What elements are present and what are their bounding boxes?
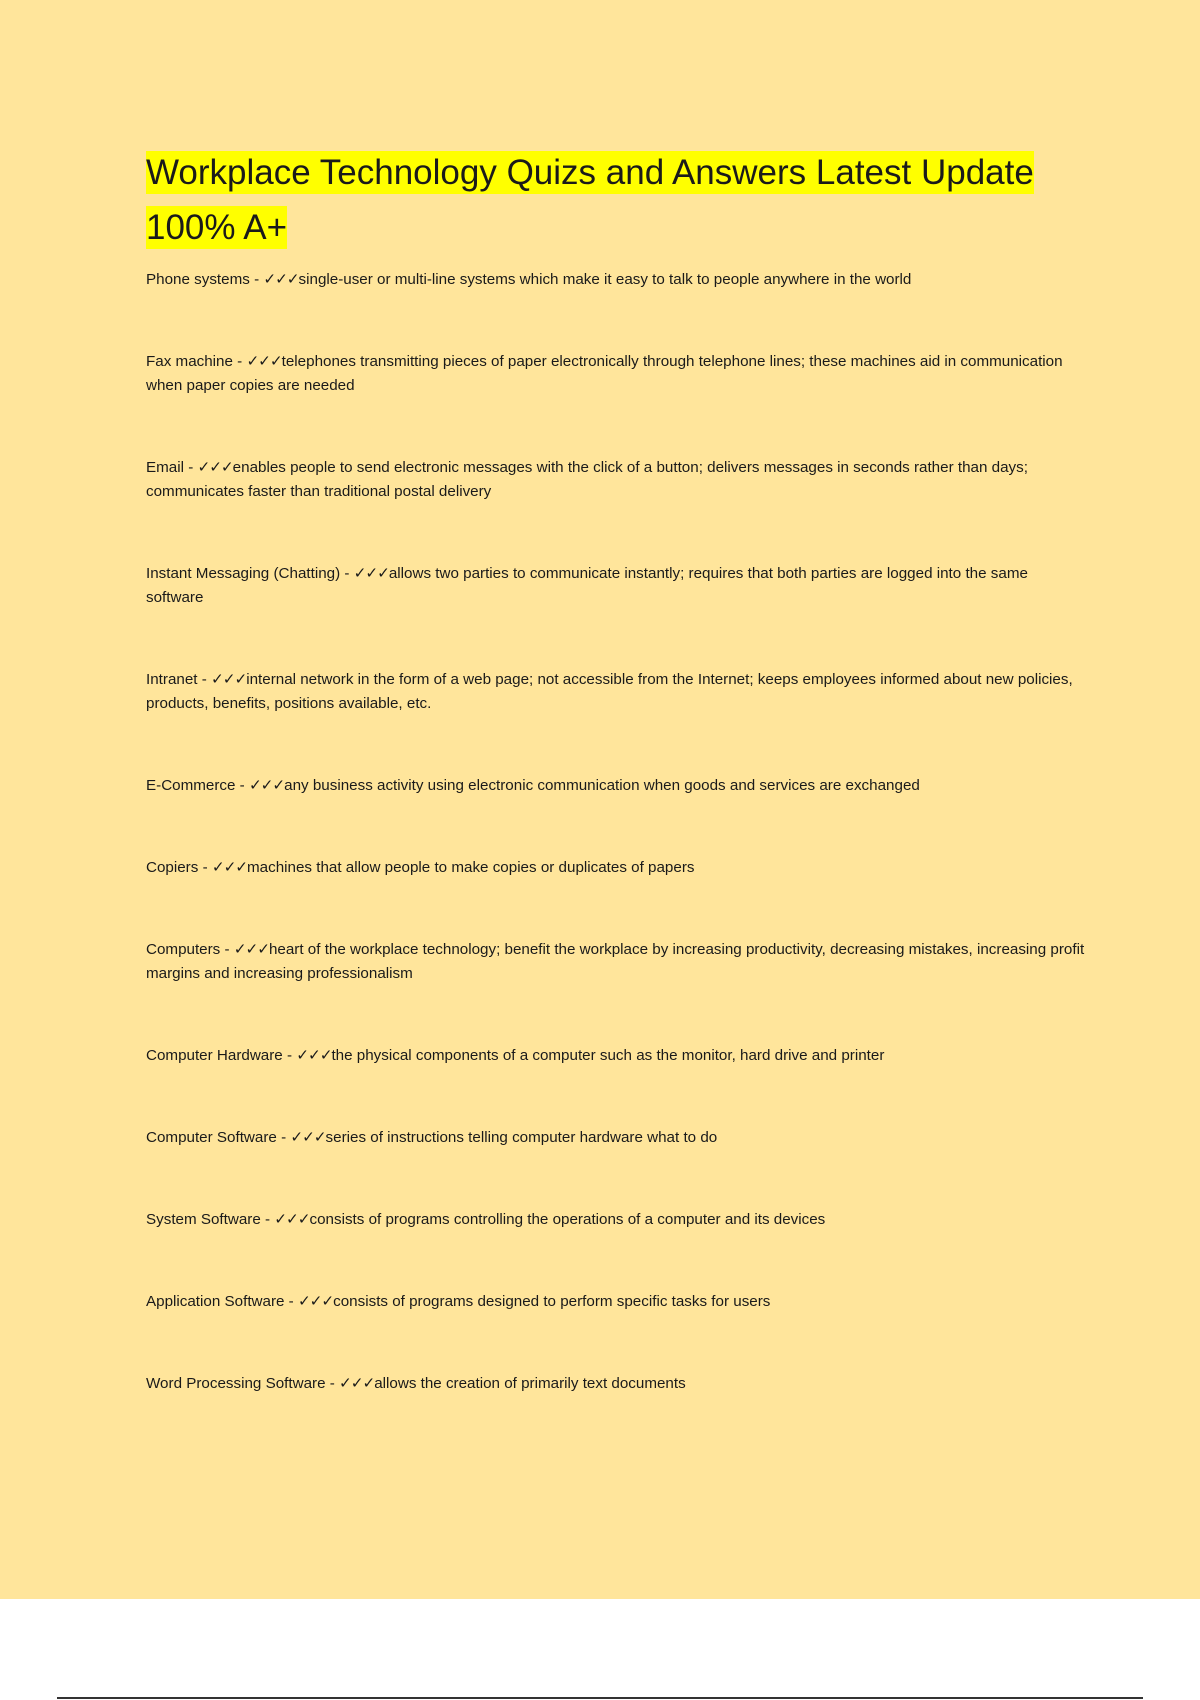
entry-e-commerce: E-Commerce - ✓✓✓any business activity using electronic communication when goods and services are exchanged	[146, 777, 920, 794]
entry-fax-machine: Fax machine - ✓✓✓telephones transmitting pieces of paper electronically through telephone lines; these machines aid in communication when paper copies are needed	[146, 353, 1063, 394]
entry-term: Copiers	[146, 859, 199, 876]
entry-term: Instant Messaging (Chatting)	[146, 565, 341, 582]
check-mark-icon: ✓✓✓	[233, 941, 269, 958]
entry-term: Computer Hardware	[146, 1047, 283, 1064]
check-mark-icon: ✓✓✓	[211, 671, 247, 688]
entry-application-software: Application Software - ✓✓✓consists of programs designed to perform specific tasks for users	[146, 1293, 771, 1310]
check-mark-icon: ✓✓✓	[353, 565, 389, 582]
entry-computer-hardware: Computer Hardware - ✓✓✓the physical components of a computer such as the monitor, hard drive and printer	[146, 1047, 885, 1064]
entry-term: Fax machine	[146, 353, 233, 370]
entry-intranet: Intranet - ✓✓✓internal network in the form of a web page; not accessible from the Internet; keeps employees informed about new policies, products, benefits, positions available, etc.	[146, 671, 1073, 712]
entry-definition: the physical components of a computer such as the monitor, hard drive and printer	[331, 1047, 885, 1064]
check-mark-icon: ✓✓✓	[296, 1047, 332, 1064]
entry-phone-systems: Phone systems - ✓✓✓single-user or multi-line systems which make it easy to talk to people anywhere in the world	[146, 271, 912, 288]
entry-definition: allows two parties to communicate instantly; requires that both parties are logged into the same software	[146, 565, 1028, 606]
check-mark-icon: ✓✓✓	[274, 1211, 310, 1228]
entry-computer-software: Computer Software - ✓✓✓series of instructions telling computer hardware what to do	[146, 1129, 718, 1146]
entry-definition: consists of programs controlling the operations of a computer and its devices	[309, 1211, 826, 1228]
entry-term: Word Processing Software	[146, 1375, 326, 1392]
check-mark-icon: ✓✓✓	[297, 1293, 334, 1310]
entry-email: Email - ✓✓✓enables people to send electronic messages with the click of a button; delivers messages in seconds rather than days; communicates faster than traditional postal delivery	[146, 459, 1028, 500]
entry-word-processing-software: Word Processing Software - ✓✓✓allows the creation of primarily text documents	[146, 1375, 686, 1392]
entry-definition: telephones transmitting pieces of paper electronically through telephone lines; these machines aid in communication when paper copies are needed	[146, 353, 1063, 394]
entry-instant-messaging: Instant Messaging (Chatting) - ✓✓✓allows two parties to communicate instantly; requires that both parties are logged into the same software	[146, 565, 1028, 606]
check-mark-icon: ✓✓✓	[263, 271, 299, 288]
entry-definition: internal network in the form of a web page; not accessible from the Internet; keeps employees informed about new policies, products, benefits, positions available, etc.	[146, 671, 1073, 712]
entry-computers: Computers - ✓✓✓heart of the workplace technology; benefit the workplace by increasing productivity, decreasing mistakes, increasing profit margins and increasing professionalism	[146, 941, 1085, 982]
entry-definition: heart of the workplace technology; benefit the workplace by increasing productivity, decreasing mistakes, increasing profit margins and increasing professionalism	[146, 941, 1085, 982]
entry-term: E-Commerce	[146, 777, 236, 794]
entry-copiers: Copiers - ✓✓✓machines that allow people to make copies or duplicates of papers	[146, 859, 695, 876]
entry-definition: single-user or multi-line systems which make it easy to talk to people anywhere in the world	[298, 271, 912, 288]
entry-definition: allows the creation of primarily text documents	[374, 1375, 686, 1392]
check-mark-icon: ✓✓✓	[248, 777, 285, 794]
entry-definition: series of instructions telling computer hardware what to do	[325, 1129, 718, 1146]
entry-term: Computers	[146, 941, 221, 958]
entry-term: Application Software	[146, 1293, 285, 1310]
entry-term: Computer Software	[146, 1129, 277, 1146]
document-title	[146, 145, 1076, 255]
check-mark-icon: ✓✓✓	[211, 859, 248, 876]
entry-definition: enables people to send electronic messages with the click of a button; delivers messages in seconds rather than days; communicates faster than traditional postal delivery	[146, 459, 1028, 500]
entry-term: Intranet	[146, 671, 198, 688]
entry-term: Phone systems	[146, 271, 250, 288]
page-divider	[57, 1697, 1143, 1699]
document-title-text: Workplace Technology Quizs and Answers Latest Update 100% A+	[146, 153, 1034, 247]
entry-term: System Software	[146, 1211, 261, 1228]
entry-definition: any business activity using electronic communication when goods and services are exchanged	[284, 777, 920, 794]
entry-list	[146, 268, 1086, 1396]
entry-term: Email	[146, 459, 184, 476]
check-mark-icon: ✓✓✓	[197, 459, 233, 476]
check-mark-icon: ✓✓✓	[339, 1375, 375, 1392]
entry-system-software: System Software - ✓✓✓consists of programs controlling the operations of a computer and its devices	[146, 1211, 826, 1228]
entry-definition: consists of programs designed to perform specific tasks for users	[333, 1293, 771, 1310]
check-mark-icon: ✓✓✓	[246, 353, 282, 370]
entry-definition: machines that allow people to make copies or duplicates of papers	[247, 859, 695, 876]
check-mark-icon: ✓✓✓	[290, 1129, 326, 1146]
